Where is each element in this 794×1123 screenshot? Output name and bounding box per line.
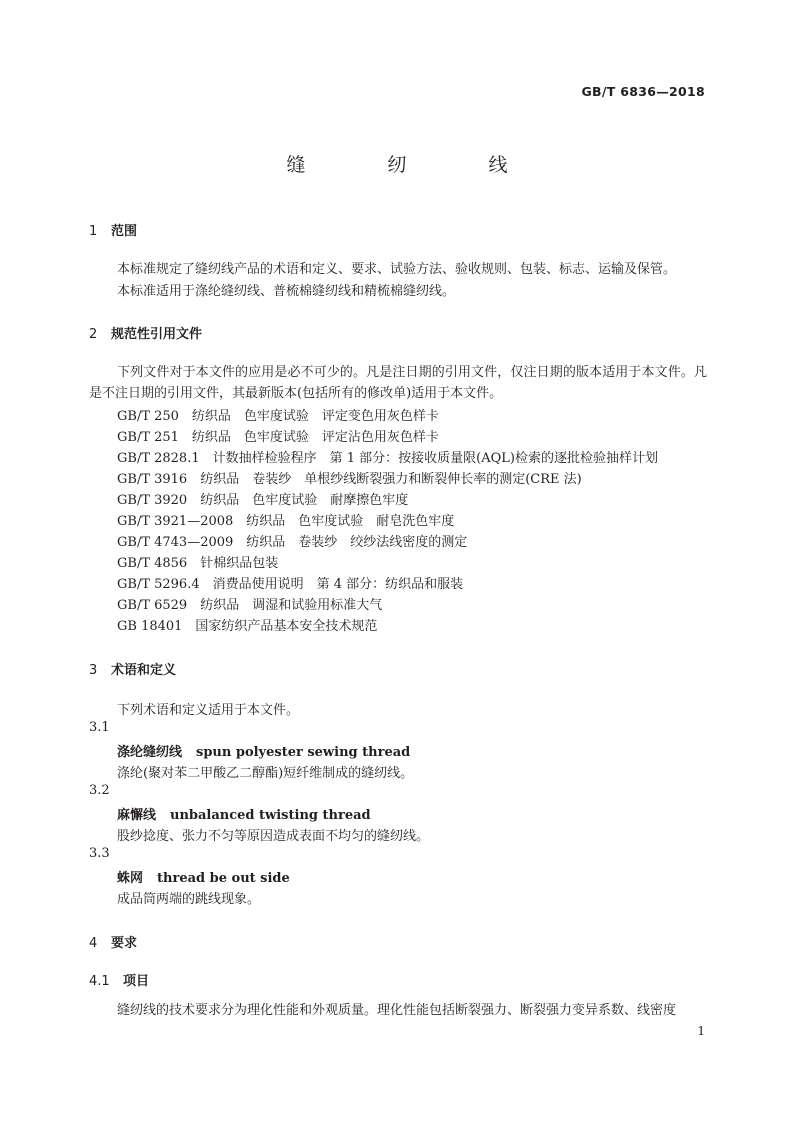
term-definition: 股纱捻度、张力不匀等原因造成表面不均匀的缝纫线。 — [117, 829, 430, 844]
section-title: 规范性引用文件 — [111, 327, 203, 342]
reference-item: GB/T 4856 针棉织品包装 — [117, 556, 279, 571]
reference-item: GB 18401 国家纺织产品基本安全技术规范 — [117, 619, 378, 634]
term-definition: 成品筒两端的跳线现象。 — [117, 892, 261, 907]
subsection-4-1-heading — [89, 970, 149, 989]
term-chinese: 麻懈线 — [117, 808, 157, 823]
term-definition: 涤纶(聚对苯二甲酸乙二醇酯)短纤维制成的缝纫线。 — [117, 766, 414, 781]
section-1-heading — [89, 220, 137, 239]
items-paragraph: 缝纫线的技术要求分为理化性能和外观质量。理化性能包括断裂强力、断裂强力变异系数、线密度 — [117, 1003, 677, 1018]
term-chinese: 蛛网 — [117, 871, 144, 886]
section-3-heading — [89, 659, 176, 678]
term-heading — [117, 867, 290, 886]
reference-item: GB/T 251 纺织品 色牢度试验 评定沾色用灰色样卡 — [117, 430, 439, 445]
section-number: 4 — [89, 936, 98, 951]
section-2-heading — [89, 323, 202, 342]
term-english: spun polyester sewing thread — [196, 745, 411, 760]
reference-item: GB/T 3916 纺织品 卷装纱 单根纱线断裂强力和断裂伸长率的测定(CRE 法) — [117, 472, 582, 487]
reference-item: GB/T 5296.4 消费品使用说明 第 4 部分：纺织品和服装 — [117, 577, 464, 592]
reference-item: GB/T 2828.1 计数抽样检验程序 第 1 部分：按接收质量限(AQL)检索的逐批检验抽样计划 — [117, 451, 658, 466]
term-english: thread be out side — [157, 871, 290, 886]
scope-paragraph-1: 本标准规定了缝纫线产品的术语和定义、要求、试验方法、验收规则、包装、标志、运输及保管。 — [117, 262, 677, 277]
reference-item: GB/T 4743—2009 纺织品 卷装纱 绞纱法线密度的测定 — [117, 535, 468, 550]
term-number: 3.2 — [89, 783, 110, 798]
subsection-title: 项目 — [123, 974, 150, 989]
term-heading — [117, 741, 410, 760]
section-number: 2 — [89, 327, 98, 342]
standard-code: GB/T 6836—2018 — [581, 84, 705, 99]
term-english: unbalanced twisting thread — [170, 808, 371, 823]
terms-intro: 下列术语和定义适用于本文件。 — [117, 703, 300, 718]
subsection-number: 4.1 — [89, 974, 110, 989]
term-number: 3.1 — [89, 720, 110, 735]
section-title: 要求 — [111, 936, 138, 951]
reference-item: GB/T 250 纺织品 色牢度试验 评定变色用灰色样卡 — [117, 409, 439, 424]
scope-paragraph-2: 本标准适用于涤纶缝纫线、普梳棉缝纫线和精梳棉缝纫线。 — [117, 284, 456, 299]
section-title: 范围 — [111, 224, 138, 239]
reference-item: GB/T 3921—2008 纺织品 色牢度试验 耐皂洗色牢度 — [117, 514, 455, 529]
section-4-heading — [89, 932, 137, 951]
term-number: 3.3 — [89, 846, 110, 861]
term-heading — [117, 804, 371, 823]
section-number: 1 — [89, 224, 98, 239]
reference-item: GB/T 6529 纺织品 调湿和试验用标准大气 — [117, 598, 383, 613]
section-title: 术语和定义 — [111, 663, 177, 678]
section-number: 3 — [89, 663, 98, 678]
reference-item: GB/T 3920 纺织品 色牢度试验 耐摩擦色牢度 — [117, 493, 409, 508]
term-chinese: 涤纶缝纫线 — [117, 745, 183, 760]
normative-intro-paragraph: 下列文件对于本文件的应用是必不可少的。凡是注日期的引用文件，仅注日期的版本适用于本文件。凡是不注日期的引用文件，其最新版本(包括所有的修改单)适用于本文件。 — [89, 365, 707, 401]
document-title: 缝 纫 线 — [286, 154, 546, 176]
page-number: 1 — [697, 1024, 705, 1038]
